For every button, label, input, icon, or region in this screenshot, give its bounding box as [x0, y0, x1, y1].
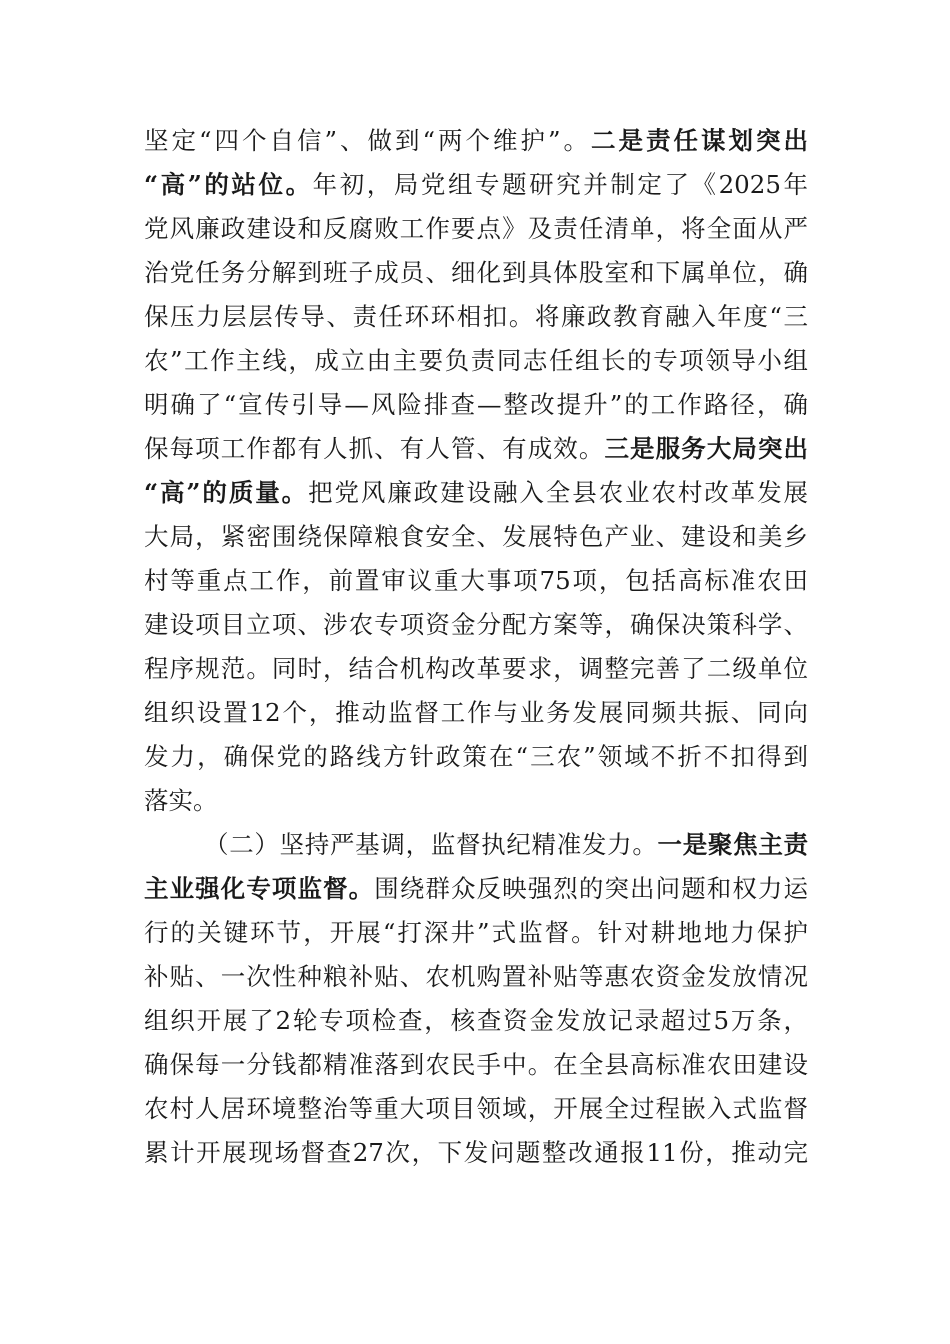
text-line: 程序规范。同时，结合机构改革要求，调整完善了二级单位: [144, 654, 808, 683]
text-line: （二）坚持严基调，监督执纪精准发力。一是聚焦主责: [204, 830, 809, 859]
text-line: 组织开展了2轮专项检查，核查资金发放记录超过5万条，: [144, 1006, 808, 1035]
text-line: 补贴、一次性种粮补贴、农机购置补贴等惠农资金发放情况: [144, 962, 808, 991]
text-line: 坚定“四个自信”、做到“两个维护”。二是责任谋划突出: [144, 126, 808, 155]
text-line: 治党任务分解到班子成员、细化到具体股室和下属单位，确: [144, 258, 808, 287]
text-line: 建设项目立项、涉农专项资金分配方案等，确保决策科学、: [144, 610, 808, 639]
text-line: 确保每一分钱都精准落到农民手中。在全县高标准农田建设: [144, 1050, 808, 1079]
text-line: 落实。: [144, 786, 218, 815]
text-line: 保压力层层传导、责任环环相扣。将廉政教育融入年度“三: [144, 302, 808, 331]
text-line: 明确了“宣传引导—风险排查—整改提升”的工作路径，确: [144, 390, 808, 419]
text-line: 行的关键环节，开展“打深井”式监督。针对耕地地力保护: [144, 918, 808, 947]
text-line: 发力，确保党的路线方针政策在“三农”领域不折不扣得到: [144, 742, 808, 771]
text-line: 农”工作主线，成立由主要负责同志任组长的专项领导小组: [144, 346, 808, 375]
text-line: “高”的质量。把党风廉政建设融入全县农业农村改革发展: [144, 478, 809, 507]
text-line: 保每项工作都有人抓、有人管、有成效。三是服务大局突出: [144, 434, 809, 463]
text-line: 组织设置12个，推动监督工作与业务发展同频共振、同向: [144, 698, 808, 727]
document-body: [144, 119, 808, 1175]
text-line: 党风廉政建设和反腐败工作要点》及责任清单，将全面从严: [144, 214, 808, 243]
text-line: 大局，紧密围绕保障粮食安全、发展特色产业、建设和美乡: [144, 522, 808, 551]
text-line: 农村人居环境整治等重大项目领域，开展全过程嵌入式监督: [144, 1094, 808, 1123]
text-line: 主业强化专项监督。围绕群众反映强烈的突出问题和权力运: [144, 874, 809, 903]
text-line: “高”的站位。年初，局党组专题研究并制定了《2025年: [144, 170, 809, 199]
text-line: 村等重点工作，前置审议重大事项75项，包括高标准农田: [144, 566, 808, 595]
text-line: 累计开展现场督查27次，下发问题整改通报11份，推动完: [144, 1138, 808, 1167]
